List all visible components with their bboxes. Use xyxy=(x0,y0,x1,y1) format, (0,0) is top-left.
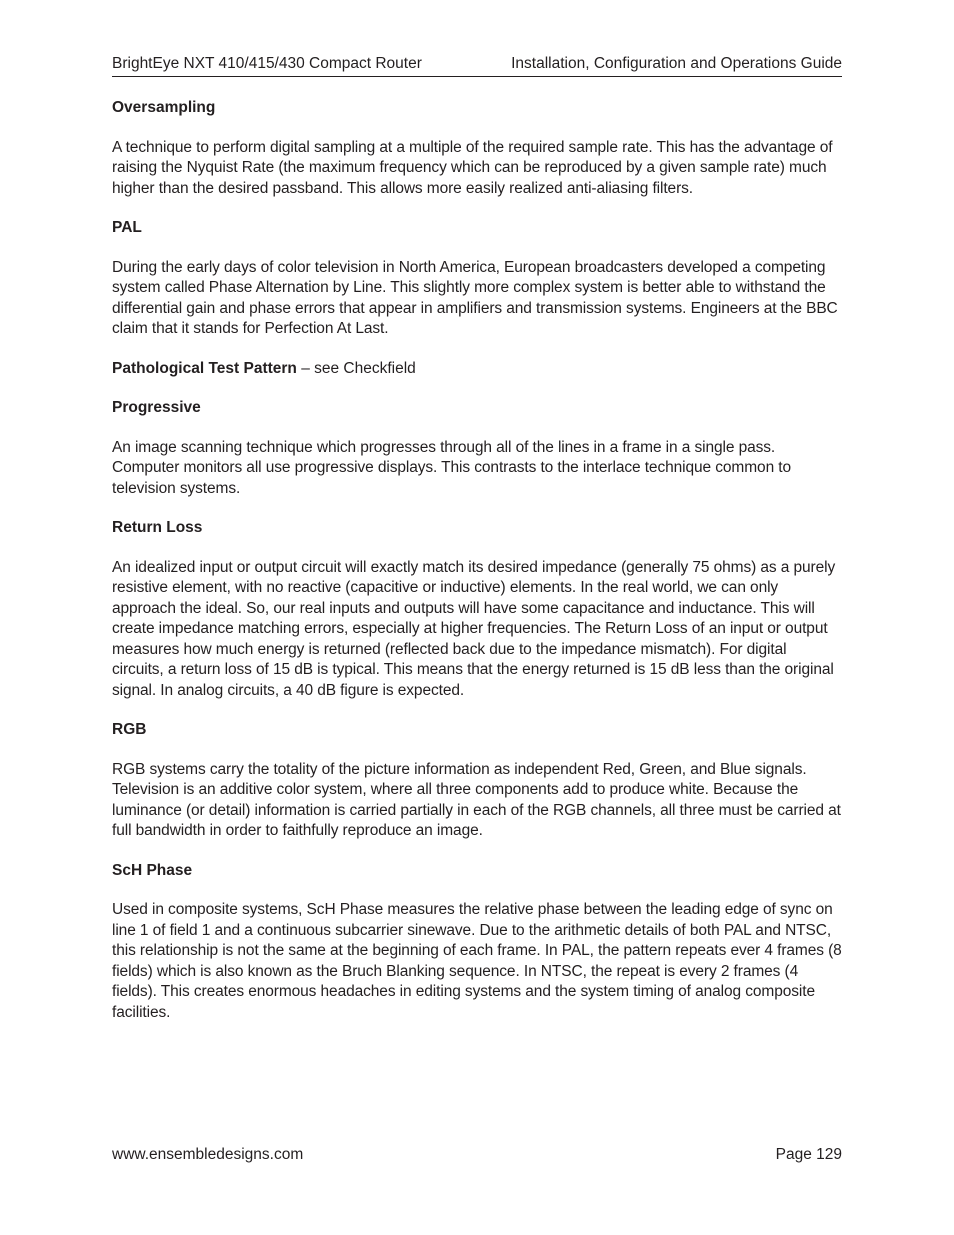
definition-sch-phase: Used in composite systems, ScH Phase measures the relative phase between the leading edge of sync on line 1 of field 1 and a continuous subcarrier sinewave. Due to the arithmetic details of both PAL and NTSC, this relationship is not the same at the beginning of each frame. In PAL, the pattern repeats ever 4 frames (8 fields) which is also known as the Bruch Blanking sequence. In NTSC, the repeat is every 2 frames (4 fields). This creates enormous headaches in editing systems and the system timing of analog composite facilities. xyxy=(112,901,842,1021)
term-pathological-test-pattern-label: Pathological Test Pattern xyxy=(112,359,297,377)
definition-return-loss: An idealized input or output circuit will exactly match its desired impedance (generally 75 ohms) as a purely resistive element, with no reactive (capacitive or inductive) elements. In the real world, we can only approach the ideal. So, our real inputs and outputs will have some capacitance and inductance. This will create impedance matching errors, especially at higher frequencies. The Return Loss of an input or output measures how much energy is returned (reflected back due to the impedance mismatch). For digital circuits, a return loss of 15 dB is typical. This means that the energy returned is 15 dB less than the original signal. In analog circuits, a 40 dB figure is expected. xyxy=(112,558,836,699)
term-progressive: Progressive xyxy=(112,399,201,416)
page-header xyxy=(112,54,842,77)
definition-oversampling: A technique to perform digital sampling at a multiple of the required sample rate. This has the advantage of raising the Nyquist Rate (the maximum frequency which can be reproduced by a given sample rate) much higher than the desired passband. This allows more easily realized anti-aliasing filters. xyxy=(112,138,833,197)
glossary-content xyxy=(112,98,842,1042)
term-return-loss: Return Loss xyxy=(112,519,203,536)
definition-progressive: An image scanning technique which progresses through all of the lines in a frame in a single pass. Computer monitors all use progressive displays. This contrasts to the interlace technique common to television systems. xyxy=(112,438,792,497)
term-pal: PAL xyxy=(112,219,142,236)
page-number: Page 129 xyxy=(775,1146,842,1163)
term-oversampling: Oversampling xyxy=(112,99,216,116)
page-footer xyxy=(112,1145,842,1165)
term-sch-phase: ScH Phase xyxy=(112,861,193,879)
definition-pal: During the early days of color television in North America, European broadcasters developed a competing system called Phase Alternation by Line. This slightly more complex system is better able to withstand the differential gain and phase errors that appear in amplifiers and transmission systems. Engineers at the BBC claim that it stands for Perfection At Last. xyxy=(112,258,838,337)
guide-title: Installation, Configuration and Operations Guide xyxy=(511,55,842,72)
term-rgb: RGB xyxy=(112,721,147,738)
see-reference: – see Checkfield xyxy=(296,359,416,377)
document-title: BrightEye NXT 410/415/430 Compact Router xyxy=(112,55,422,72)
definition-rgb: RGB systems carry the totality of the picture information as independent Red, Green, and Blue signals. Television is an additive color system, where all three components add to produce white. Because the luminance (or detail) information is carried partially in each of the RGB channels, all three must be carried at full bandwidth in order to faithfully reproduce an image. xyxy=(112,760,841,839)
term-pathological-test-pattern xyxy=(112,359,842,380)
website-link[interactable]: www.ensembledesigns.com xyxy=(112,1146,304,1163)
